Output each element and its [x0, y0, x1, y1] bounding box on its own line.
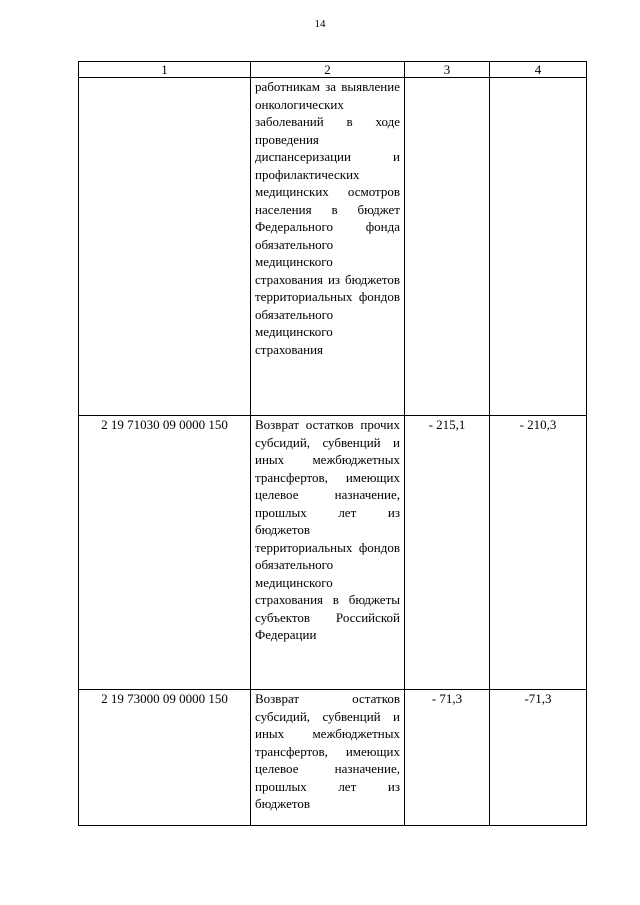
description-cell: работникам за выявление онкологических заболеваний в ходе проведения диспансеризации и профилактических медицинских осмотров населения в бюджет Федерального фонда обязательного медицинского страхования из бюджетов территориальных фондов обязательного медицинского страхования — [251, 78, 405, 416]
column-header-2: 2 — [251, 62, 405, 78]
header-row — [79, 62, 587, 78]
budget-table — [78, 61, 587, 826]
value-cell-col3: - 71,3 — [405, 690, 490, 826]
value-cell-col4: -71,3 — [490, 690, 587, 826]
value-cell-col4 — [490, 78, 587, 416]
table-row — [79, 416, 587, 690]
column-header-4: 4 — [490, 62, 587, 78]
code-cell: 2 19 71030 09 0000 150 — [79, 416, 251, 690]
description-cell: Возврат остатков субсидий, субвенций и иных межбюджетных трансфертов, имеющих целевое назначение, прошлых лет из бюджетов — [251, 690, 405, 826]
page-number: 14 — [314, 18, 326, 30]
code-cell — [79, 78, 251, 416]
column-header-1: 1 — [79, 62, 251, 78]
column-header-3: 3 — [405, 62, 490, 78]
value-cell-col3: - 215,1 — [405, 416, 490, 690]
code-cell: 2 19 73000 09 0000 150 — [79, 690, 251, 826]
table-row — [79, 78, 587, 416]
value-cell-col3 — [405, 78, 490, 416]
table-row — [79, 690, 587, 826]
value-cell-col4: - 210,3 — [490, 416, 587, 690]
description-cell: Возврат остатков прочих субсидий, субвенций и иных межбюджетных трансфертов, имеющих целевое назначение, прошлых лет из бюджетов территориальных фондов обязательного медицинского страхования в бюджеты субъектов Российской Федерации — [251, 416, 405, 690]
